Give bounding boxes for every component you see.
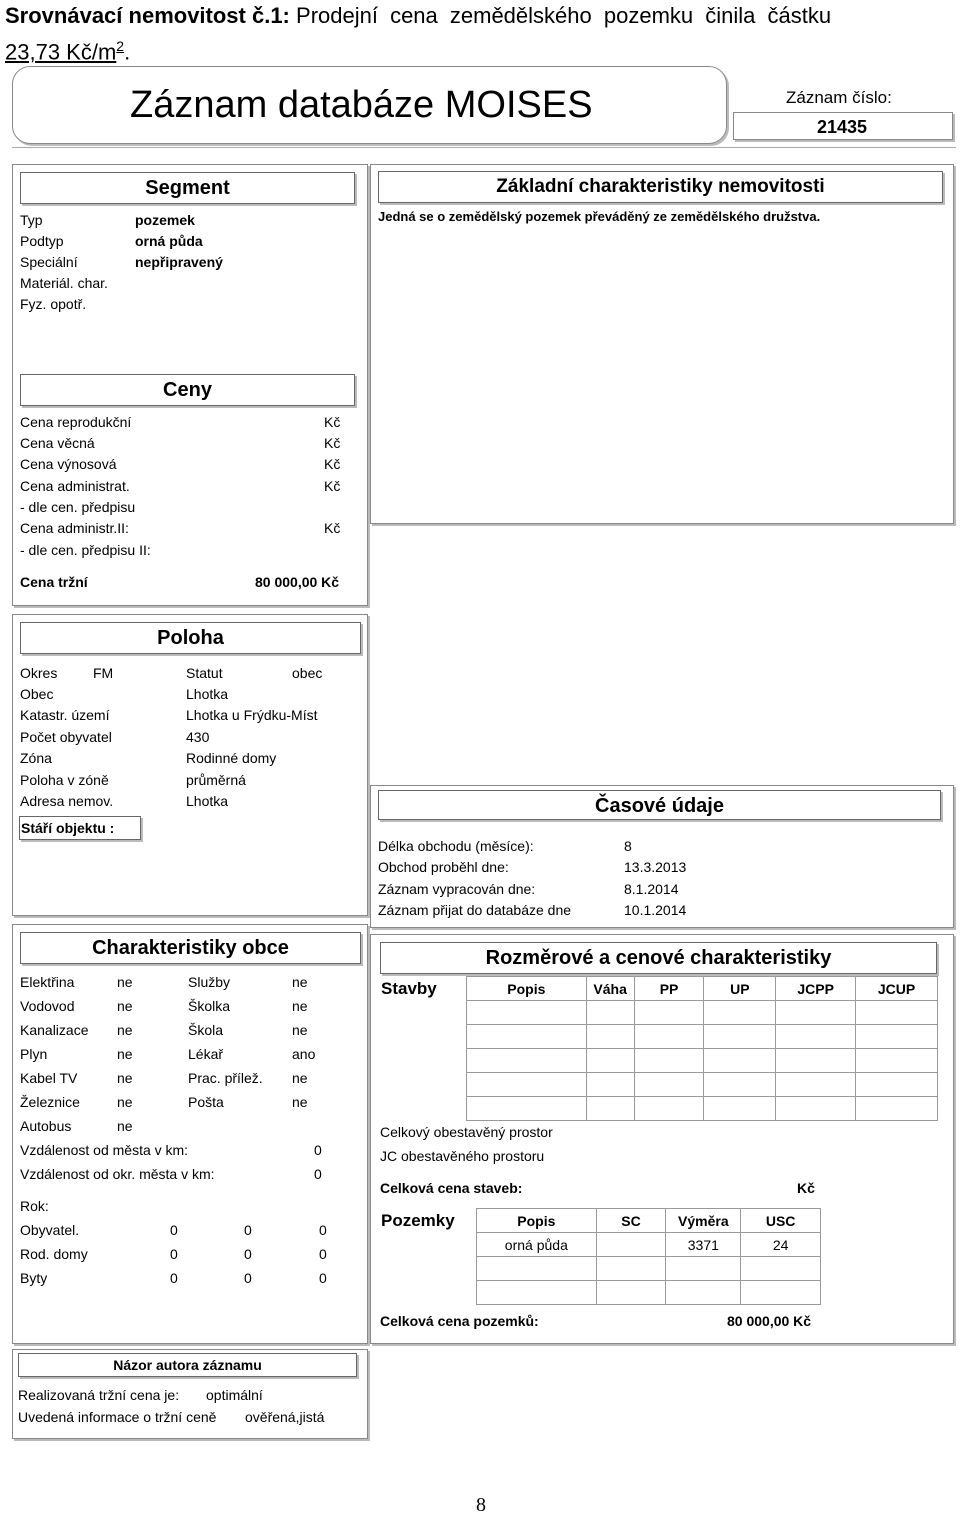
stat-label: Obyvatel.	[20, 1222, 80, 1238]
heading-bold: Srovnávací nemovitost č.1:	[5, 3, 290, 28]
segment-label: Speciální	[20, 254, 78, 270]
poloha-title: Poloha	[20, 622, 361, 654]
pozemky-row	[477, 1281, 821, 1305]
poloha-label: Katastr. území	[20, 707, 110, 723]
poloha-label: Obec	[20, 686, 54, 702]
segment-value: nepřipravený	[135, 254, 223, 270]
stat-value: 0	[244, 1270, 252, 1286]
obce-label: Prac. přílež.	[188, 1070, 263, 1086]
poloha-value: průměrná	[186, 772, 246, 788]
celkova-cena-pozemku-value: 80 000,00 Kč	[727, 1313, 812, 1329]
stavby-cell	[634, 1097, 704, 1121]
casove-value: 10.1.2014	[624, 902, 687, 918]
obce-label: Kabel TV	[20, 1070, 78, 1086]
obce-value: ne	[292, 1022, 308, 1038]
banner-divider	[12, 147, 956, 148]
obce-label: Pošta	[188, 1094, 224, 1110]
pozemky-header-cell: SC	[596, 1209, 666, 1233]
casove-value: 8.1.2014	[624, 881, 679, 897]
obce-label: Služby	[188, 974, 231, 990]
segment-value: pozemek	[135, 212, 195, 228]
stavby-cell	[704, 1025, 776, 1049]
obce-value: ne	[117, 1094, 133, 1110]
vzdalenost-okr-value: 0	[314, 1166, 322, 1182]
ceny-label: - dle cen. předpisu	[20, 499, 136, 515]
pozemky-cell	[666, 1281, 741, 1305]
poloha-value: Lhotka u Frýdku-Míst	[186, 707, 318, 723]
pozemky-cell: orná půda	[477, 1233, 597, 1257]
obce-value: ne	[292, 1094, 308, 1110]
obce-value: ne	[117, 1070, 133, 1086]
stavby-cell	[586, 1073, 634, 1097]
obce-value: ano	[292, 1046, 316, 1062]
stavby-cell	[467, 1049, 587, 1073]
segment-label: Fyz. opotř.	[20, 296, 87, 312]
stavby-cell	[586, 1001, 634, 1025]
stat-value: 0	[170, 1222, 178, 1238]
stat-label: Byty	[20, 1270, 48, 1286]
stat-value: 0	[170, 1270, 178, 1286]
pozemky-cell	[477, 1257, 597, 1281]
obce-label: Elektřina	[20, 974, 75, 990]
stavby-cell	[467, 1001, 587, 1025]
record-number: 21435	[817, 117, 868, 137]
obce-label: Škola	[188, 1022, 224, 1038]
poloha-value: Lhotka	[186, 793, 229, 809]
stavby-cell	[776, 1049, 856, 1073]
stavby-cell	[776, 1001, 856, 1025]
stavby-row	[467, 1073, 938, 1097]
ceny-unit: Kč	[324, 520, 341, 536]
heading-sup: 2	[116, 38, 125, 54]
banner-title: Záznam databáze MOISES	[130, 84, 593, 126]
vzdalenost-mesta-label: Vzdálenost od města v km:	[20, 1142, 189, 1158]
stavby-cell	[856, 1097, 938, 1121]
obce-value: ne	[292, 998, 308, 1014]
stavby-cell	[467, 1097, 587, 1121]
heading-text: Prodejní cena zemědělského pozemku činila částku	[296, 3, 832, 28]
stavby-cell	[586, 1049, 634, 1073]
casove-label: Záznam vypracován dne:	[378, 881, 536, 897]
pozemky-cell: 3371	[666, 1233, 741, 1257]
stavby-cell	[776, 1073, 856, 1097]
nazor-value: ověřená,jistá	[245, 1409, 325, 1425]
pozemky-cell	[666, 1257, 741, 1281]
stavby-row	[467, 1025, 938, 1049]
rok-label: Rok:	[20, 1198, 49, 1214]
zakladni-text: Jedná se o zemědělský pozemek převáděný ze zemědělského družstva.	[378, 209, 821, 224]
obestaveny-prostor: Celkový obestavěný prostor	[380, 1124, 553, 1140]
stavby-cell	[856, 1025, 938, 1049]
nazor-value: optimální	[206, 1387, 263, 1403]
obce-value: ne	[117, 1022, 133, 1038]
obce-value: ne	[292, 1070, 308, 1086]
okres-label: Okres	[20, 665, 58, 681]
page-number: 8	[476, 1494, 486, 1515]
obce-label: Školka	[188, 998, 231, 1014]
poloha-label: Poloha v zóně	[20, 772, 109, 788]
poloha-label: Zóna	[20, 750, 52, 766]
vzdalenost-mesta-value: 0	[314, 1142, 322, 1158]
segment-label: Podtyp	[20, 233, 64, 249]
stavby-row	[467, 1049, 938, 1073]
pozemky-cell	[741, 1281, 821, 1305]
celkova-cena-staveb-unit: Kč	[797, 1180, 815, 1196]
stat-value: 0	[244, 1246, 252, 1262]
pozemky-cell	[596, 1281, 666, 1305]
casove-value: 8	[624, 838, 632, 854]
pozemky-cell	[596, 1257, 666, 1281]
nazor-label: Uvedená informace o tržní ceně	[18, 1409, 217, 1425]
ceny-unit: Kč	[324, 435, 341, 451]
statut-value: obec	[292, 665, 323, 681]
vzdalenost-okr-label: Vzdálenost od okr. města v km:	[20, 1166, 215, 1182]
stavby-table	[466, 976, 938, 1121]
cena-trzni-label: Cena tržní	[20, 574, 88, 590]
pozemky-header-cell: Popis	[477, 1209, 597, 1233]
stavby-cell	[634, 1001, 704, 1025]
casove-label: Záznam přijat do databáze dne	[378, 902, 572, 918]
nazor-label: Realizovaná tržní cena je:	[18, 1387, 180, 1403]
stavby-cell	[856, 1001, 938, 1025]
casove-label: Délka obchodu (měsíce):	[378, 838, 534, 854]
stavby-cell	[704, 1049, 776, 1073]
celkova-cena-pozemku-label: Celková cena pozemků:	[380, 1313, 539, 1329]
poloha-value: Rodinné domy	[186, 750, 277, 766]
pozemky-table	[476, 1208, 821, 1305]
stavby-header-cell: Váha	[586, 977, 634, 1001]
ceny-title: Ceny	[20, 374, 355, 406]
poloha-value: Lhotka	[186, 686, 229, 702]
stat-value: 0	[319, 1246, 327, 1262]
poloha-value: 430	[186, 729, 210, 745]
obce-label: Vodovod	[20, 998, 75, 1014]
obce-value: ne	[117, 1046, 133, 1062]
stavby-header-row	[467, 977, 938, 1001]
stavby-cell	[704, 1073, 776, 1097]
stavby-cell	[467, 1073, 587, 1097]
obce-title: Charakteristiky obce	[20, 932, 361, 964]
stavby-header-cell: JCUP	[856, 977, 938, 1001]
casove-title: Časové údaje	[378, 790, 941, 820]
ceny-label: Cena věcná	[20, 435, 95, 451]
poloha-label: Počet obyvatel	[20, 729, 112, 745]
segment-value: orná půda	[135, 233, 203, 249]
pozemky-cell	[741, 1257, 821, 1281]
ceny-unit: Kč	[324, 414, 341, 430]
heading-end: .	[124, 39, 131, 65]
segment-label: Typ	[20, 212, 43, 228]
obce-label: Plyn	[20, 1046, 48, 1062]
rozmer-title: Rozměrové a cenové charakteristiky	[380, 942, 937, 974]
obce-label: Lékař	[188, 1046, 224, 1062]
pozemky-cell	[596, 1233, 666, 1257]
stat-value: 0	[170, 1246, 178, 1262]
ceny-label: - dle cen. předpisu II:	[20, 542, 151, 558]
autobus-label: Autobus	[20, 1118, 72, 1134]
stavby-header-cell: PP	[634, 977, 704, 1001]
stavby-header-cell: JCPP	[776, 977, 856, 1001]
casove-label: Obchod proběhl dne:	[378, 859, 509, 875]
pozemky-header-row	[477, 1209, 821, 1233]
ceny-label: Cena výnosová	[20, 456, 117, 472]
pozemky-label: Pozemky	[381, 1211, 455, 1230]
stavby-row	[467, 1097, 938, 1121]
nazor-title: Názor autora záznamu	[18, 1353, 357, 1377]
stavby-cell	[634, 1073, 704, 1097]
stavby-cell	[856, 1049, 938, 1073]
segment-label: Materiál. char.	[20, 275, 108, 291]
heading-line-1	[5, 3, 831, 29]
stavby-cell	[704, 1097, 776, 1121]
stat-value: 0	[244, 1222, 252, 1238]
pozemky-row	[477, 1257, 821, 1281]
celkova-cena-staveb-label: Celková cena staveb:	[380, 1180, 523, 1196]
stavby-header-cell: UP	[704, 977, 776, 1001]
pozemky-row	[477, 1233, 821, 1257]
obce-label: Kanalizace	[20, 1022, 89, 1038]
pozemky-cell: 24	[741, 1233, 821, 1257]
heading-price: 23,73 Kč/m	[5, 39, 117, 65]
zakladni-title: Základní charakteristiky nemovitosti	[378, 171, 943, 203]
stavby-label: Stavby	[381, 979, 437, 998]
stavby-cell	[634, 1025, 704, 1049]
ceny-unit: Kč	[324, 456, 341, 472]
stavby-cell	[856, 1073, 938, 1097]
ceny-label: Cena administrat.	[20, 478, 130, 494]
ceny-label: Cena administr.II:	[20, 520, 129, 536]
obce-value: ne	[117, 974, 133, 990]
record-label: Záznam číslo:	[786, 88, 892, 107]
pozemky-header-cell: Výměra	[666, 1209, 741, 1233]
casove-value: 13.3.2013	[624, 859, 687, 875]
stavby-cell	[467, 1025, 587, 1049]
stavby-header-cell: Popis	[467, 977, 587, 1001]
stat-label: Rod. domy	[20, 1246, 88, 1262]
stavby-cell	[776, 1025, 856, 1049]
stavby-cell	[776, 1097, 856, 1121]
okres-value: FM	[93, 665, 114, 681]
stavby-cell	[586, 1025, 634, 1049]
poloha-label: Adresa nemov.	[20, 793, 114, 809]
heading-line-2	[5, 33, 130, 65]
segment-title: Segment	[20, 172, 355, 204]
stavby-cell	[704, 1001, 776, 1025]
obce-label: Železnice	[20, 1094, 80, 1110]
obce-value: ne	[292, 974, 308, 990]
ceny-label: Cena reprodukční	[20, 414, 132, 430]
ceny-unit: Kč	[324, 478, 341, 494]
pozemky-cell	[477, 1281, 597, 1305]
stat-value: 0	[319, 1270, 327, 1286]
stavby-cell	[634, 1049, 704, 1073]
cena-trzni-value: 80 000,00 Kč	[255, 574, 340, 590]
autobus-value: ne	[117, 1118, 133, 1134]
jc-obestaveny-prostor: JC obestavěného prostoru	[380, 1148, 545, 1164]
stavby-row	[467, 1001, 938, 1025]
statut-label: Statut	[186, 665, 223, 681]
stat-value: 0	[319, 1222, 327, 1238]
pozemky-header-cell: USC	[741, 1209, 821, 1233]
obce-value: ne	[117, 998, 133, 1014]
stavby-cell	[586, 1097, 634, 1121]
stari-objektu: Stáří objektu :	[21, 820, 115, 836]
